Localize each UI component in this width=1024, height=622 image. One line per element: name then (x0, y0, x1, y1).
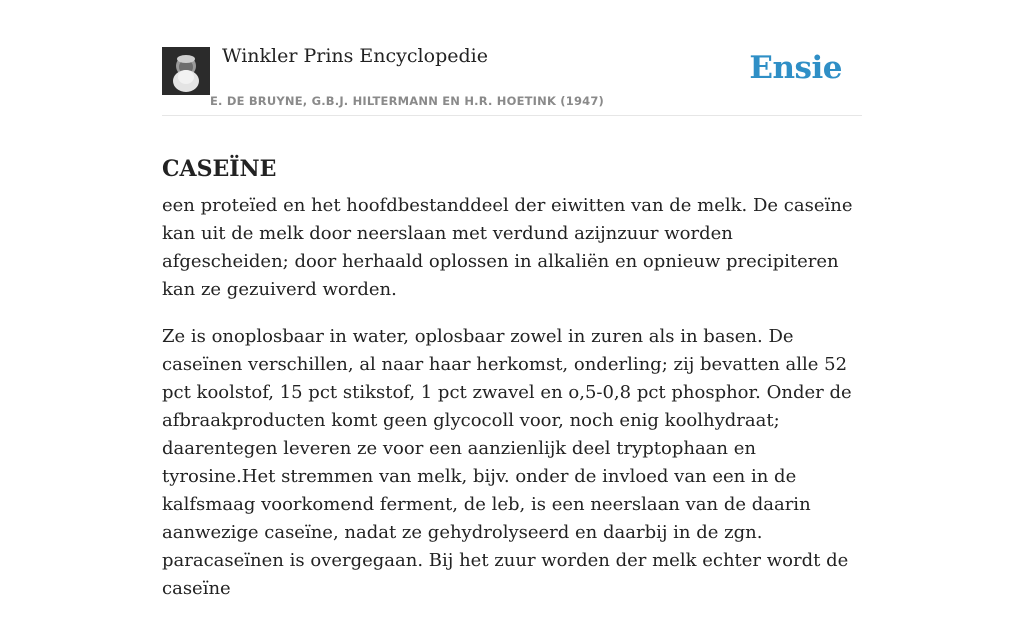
portrait-photo-icon (162, 47, 210, 95)
author-avatar[interactable] (162, 47, 210, 95)
ensie-logo[interactable]: Ensie (749, 50, 842, 86)
entry-paragraph: een proteïed en het hoofdbestanddeel der eiwitten van de melk. De caseïne kan uit de melk door neerslaan met verdund azijnzuur worden afgescheiden; door herhaald oplossen in alkaliën en opnieuw precipiteren kan ze gezuiverd worden. (162, 195, 853, 300)
source-authors: E. DE BRUYNE, G.B.J. HILTERMANN EN H.R. HOETINK (1947) (210, 94, 605, 108)
source-header (162, 0, 862, 116)
entry-title: CASEÏNE (162, 155, 277, 182)
entry-body (162, 192, 862, 622)
entry-paragraph: Ze is onoplosbaar in water, oplosbaar zowel in zuren als in basen. De caseïnen verschillen, al naar haar herkomst, onderling; zij bevatten alle 52 pct koolstof, 15 pct stikstof, 1 pct zwavel en o,5-0,8 pct phosphor. Onder de afbraakproducten komt geen glycocoll voor, noch enig koolhydraat; daarentegen leveren ze voor een aanzienlijk deel tryptophaan en tyrosine.Het stremmen van melk, bijv. onder de invloed van een in de kalfsmaag voorkomend ferment, de leb, is een neerslaan van de daarin aanwezige caseïne, nadat ze gehydrolyseerd en daarbij in de zgn. paracaseïnen is overgegaan. Bij het zuur worden der melk echter wordt de caseïne (162, 326, 852, 599)
article (162, 0, 862, 599)
source-title[interactable]: Winkler Prins Encyclopedie (222, 45, 488, 67)
